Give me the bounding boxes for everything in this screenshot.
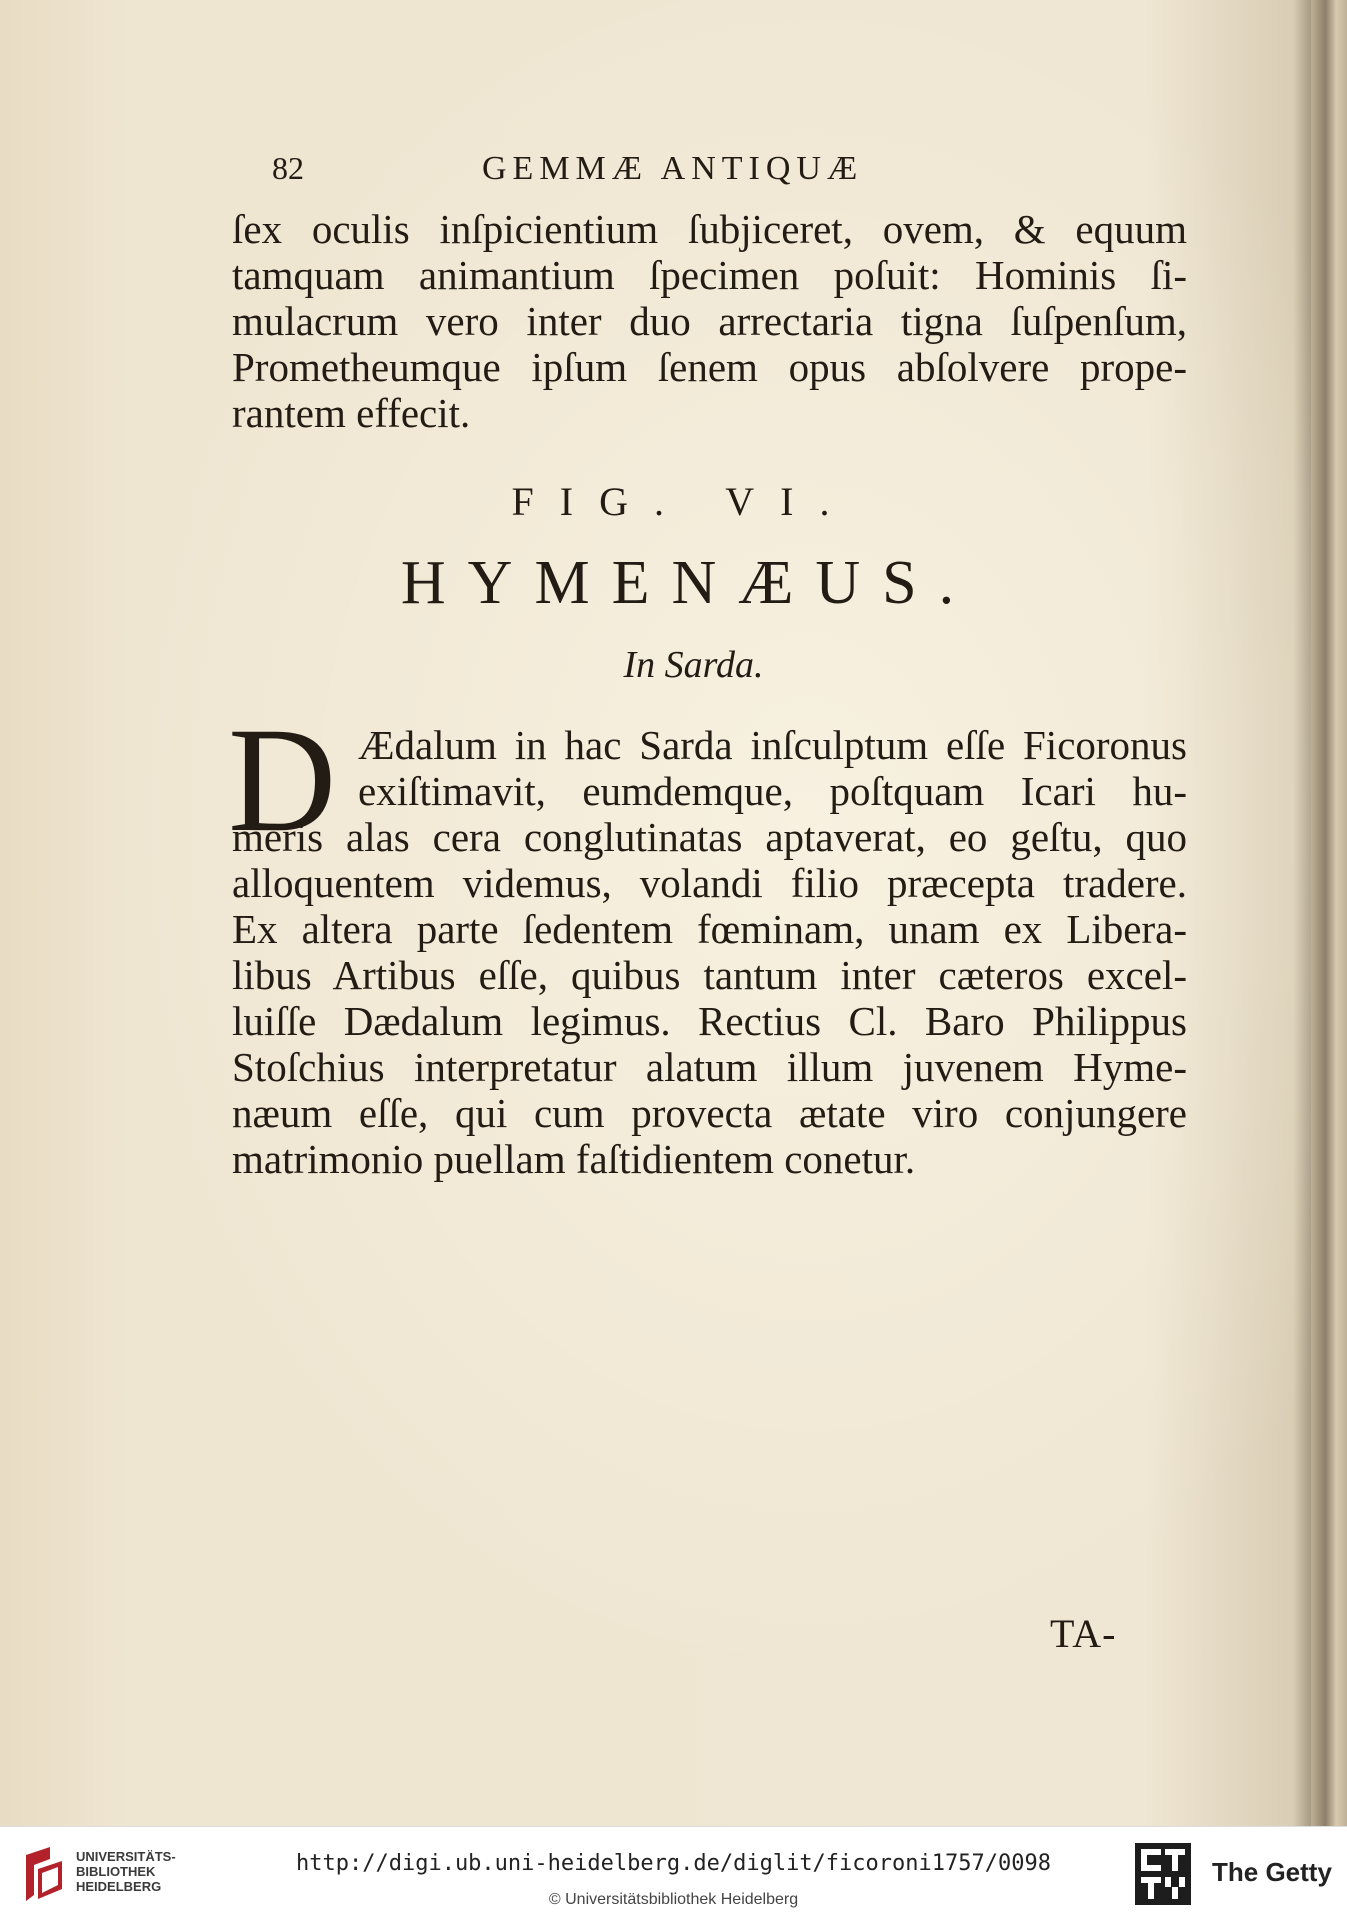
drop-cap: D (228, 697, 337, 863)
book-gutter-edge (1311, 0, 1347, 1826)
university-library-name: UNIVERSITÄTS- BIBLIOTHEK HEIDELBERG (76, 1849, 176, 1894)
text-line: tamquam animantium ſpecimen poſuit: Hominis ſi- (232, 252, 1187, 298)
running-title: GEMMÆ ANTIQUÆ (482, 150, 864, 187)
text-line: Ædalum in hac Sarda inſculptum eſſe Ficoronus (358, 722, 1187, 768)
copyright-notice: © Universitätsbibliothek Heidelberg (548, 1891, 799, 1908)
viewer-footer (0, 1826, 1347, 1925)
getty-name: The Getty (1212, 1857, 1332, 1887)
text-line: matrimonio puellam faſtidientem conetur. (232, 1136, 916, 1182)
main-paragraph (232, 814, 1187, 1182)
page-number: 82 (272, 150, 304, 186)
text-line: Prometheumque ipſum ſenem opus abſolvere prope- (232, 344, 1187, 390)
material-caption: In Sarda. (623, 644, 764, 686)
catchword: TA- (1050, 1611, 1117, 1656)
text-line: luiſſe Dædalum legimus. Rectius Cl. Baro Philippus (232, 998, 1187, 1044)
running-head (272, 150, 972, 198)
text-line: Stoſchius interpretatur alatum illum juvenem Hyme- (232, 1044, 1187, 1090)
text-line: exiſtimavit, eumdemque, poſtquam Icari hu- (358, 768, 1187, 814)
text-line: Ex altera parte ſedentem fœminam, unam ex Libera- (232, 906, 1187, 952)
top-paragraph (232, 206, 1187, 436)
text-line: rantem effecit. (232, 390, 471, 436)
text-line: meris alas cera conglutinatas aptaverat, eo geſtu, quo (232, 814, 1187, 860)
section-title: HYMENÆUS. (400, 549, 977, 617)
main-paragraph-indented (358, 722, 1187, 814)
text-line: alloquentem videmus, volandi filio præcepta tradere. (232, 860, 1187, 906)
getty-logo-icon (1135, 1843, 1191, 1905)
text-line: libus Artibus eſſe, quibus tantum inter cæteros excel- (232, 952, 1187, 998)
text-line: næum eſſe, qui cum provecta ætate viro conjungere (232, 1090, 1187, 1136)
permalink-url[interactable]: http://digi.ub.uni-heidelberg.de/diglit/ficoroni1757/0098 (296, 1851, 1051, 1876)
text-line: mulacrum vero inter duo arrectaria tigna ſuſpenſum, (232, 298, 1187, 344)
figure-label: FIG. VI. (511, 479, 856, 524)
text-line: ſex oculis inſpicientium ſubjiceret, ovem, & equum (232, 206, 1187, 252)
